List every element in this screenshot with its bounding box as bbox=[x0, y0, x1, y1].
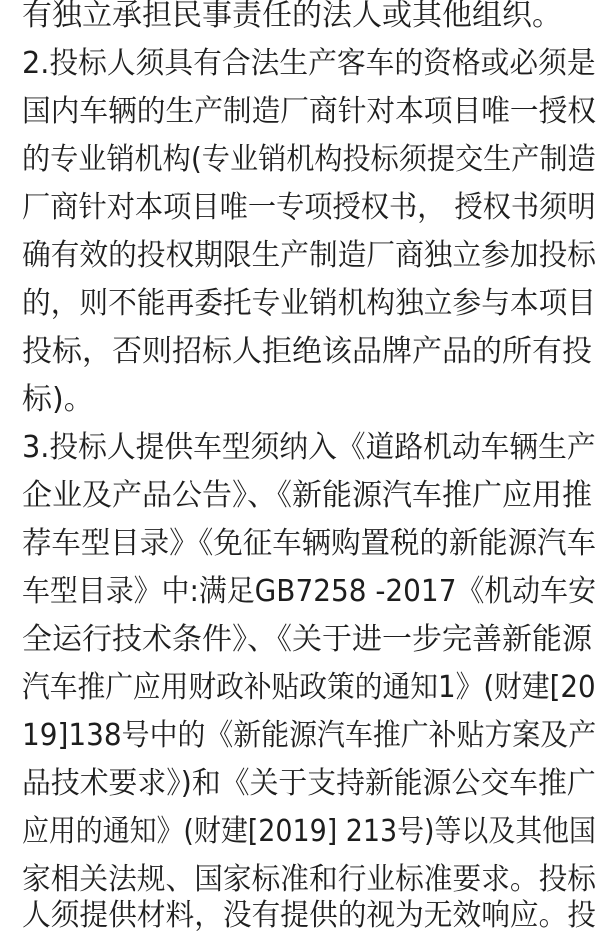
text-line: 汽车推广应用财政补贴政策的通知1》(财建[20 bbox=[22, 670, 596, 705]
text-line: 荐车型目录》《免征车辆购置税的新能源汽车 bbox=[22, 526, 596, 561]
text-line: 有独立承担民事责任的法人或其他组织。 bbox=[22, 0, 562, 33]
text-line: 应用的通知》(财建[2019] 213号)等以及其他国 bbox=[22, 814, 596, 849]
text-line: 品技术要求》)和《关于支持新能源公交车推广 bbox=[22, 766, 596, 801]
text-line: 投标，否则招标人拒绝该品牌产品的所有投 bbox=[22, 334, 592, 369]
text-line: 3.投标人提供车型须纳入《道路机动车辆生产 bbox=[22, 430, 596, 465]
text-line: 企业及产品公告》、《新能源汽车推广应用推 bbox=[22, 478, 592, 513]
text-line: 标)。 bbox=[22, 382, 94, 417]
text-line: 国内车辆的生产制造厂商针对本项目唯一授权 bbox=[22, 94, 596, 129]
text-line: 确有效的投权期限生产制造厂商独立参加投标 bbox=[22, 238, 596, 273]
text-line: 人须提供材料，没有提供的视为无效响应。投 bbox=[22, 898, 596, 933]
text-line: 的专业销机构(专业销机构投标须提交生产制造 bbox=[22, 142, 596, 177]
text-line: 的，则不能再委托专业销机构独立参与本项目 bbox=[22, 286, 596, 321]
text-line: 车型目录》中:满足GB7258 -2017《机动车安 bbox=[22, 574, 596, 609]
text-line: 家相关法规、国家标准和行业标准要求。投标 bbox=[22, 862, 596, 897]
text-line: 全运行技术条件》、《关于进一步完善新能源 bbox=[22, 622, 592, 657]
text-line: 厂商针对本项目唯一专项授权书， 授权书须明 bbox=[22, 190, 596, 225]
text-line: 2.投标人须具有合法生产客车的资格或必须是 bbox=[22, 46, 596, 81]
text-line: 19]138号中的《新能源汽车推广补贴方案及产 bbox=[22, 718, 597, 753]
